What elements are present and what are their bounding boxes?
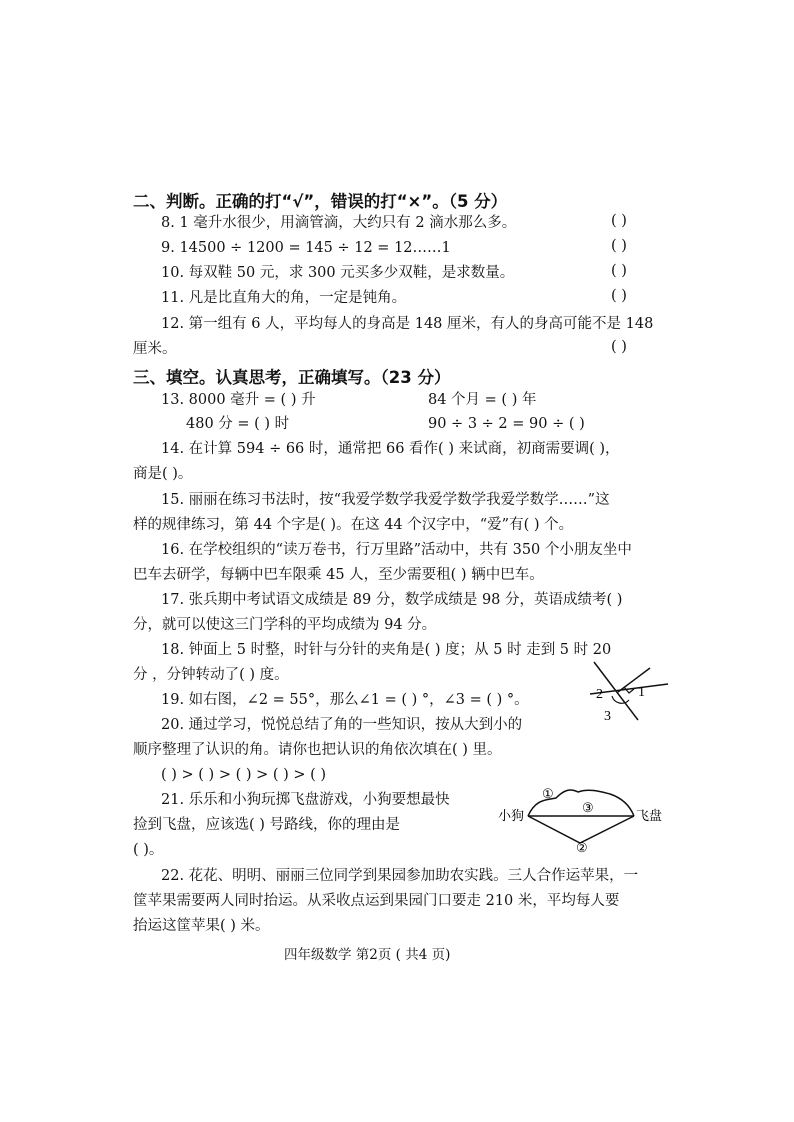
section3-heading: 三、填空。认真思考，正确填写。（23 分） bbox=[133, 368, 451, 387]
route-end-label: 飞盘 bbox=[636, 808, 663, 823]
q13-part-b[interactable]: 84 个月 = ( ) 年 bbox=[428, 392, 537, 408]
q17-line1[interactable]: 17. 张兵期中考试语文成绩是 89 分，数学成绩是 98 分，英语成绩考( ) bbox=[161, 592, 623, 608]
q20-answer-row[interactable]: ( ) > ( ) > ( ) > ( ) > ( ) bbox=[161, 767, 327, 783]
angle-label-3: 3 bbox=[604, 709, 611, 724]
q16-line1: 16. 在学校组织的“读万卷书，行万里路”活动中，共有 350 个小朋友坐中 bbox=[161, 542, 632, 558]
q14-line2[interactable]: 商是( )。 bbox=[133, 466, 193, 482]
q8-text: 8. 1 毫升水很少，用滴管滴，大约只有 2 滴水那么多。 bbox=[161, 215, 517, 231]
q22-line3[interactable]: 抬运这筐苹果( ) 米。 bbox=[133, 918, 270, 934]
section2-heading: 二、判断。正确的打“√”，错误的打“×”。（5 分） bbox=[133, 192, 508, 211]
q13-part-a[interactable]: 13. 8000 毫升 = ( ) 升 bbox=[161, 392, 316, 408]
q11-answer-box[interactable]: ( ) bbox=[611, 288, 627, 304]
q17-line2: 分，就可以使这三门学科的平均成绩为 94 分。 bbox=[133, 617, 437, 633]
q8-answer-box[interactable]: ( ) bbox=[611, 213, 627, 229]
q11-text: 11. 凡是比直角大的角，一定是钝角。 bbox=[161, 290, 407, 306]
angle-figure bbox=[586, 660, 670, 728]
page-footer: 四年级数学 第2页 ( 共4 页) bbox=[284, 947, 451, 963]
angle-label-2: 2 bbox=[596, 687, 603, 702]
q20-line1: 20. 通过学习，悦悦总结了角的一些知识，按从大到小的 bbox=[161, 717, 523, 733]
route-3-label: ③ bbox=[582, 800, 594, 815]
q10-answer-box[interactable]: ( ) bbox=[611, 263, 627, 279]
route-2-label: ② bbox=[576, 840, 588, 854]
q21-line1: 21. 乐乐和小狗玩掷飞盘游戏，小狗要想最快 bbox=[161, 792, 450, 808]
q15-line1: 15. 丽丽在练习书法时，按“我爱学数学我爱学数学我爱学数学……”这 bbox=[161, 492, 610, 508]
route-figure bbox=[498, 780, 668, 854]
q19-text[interactable]: 19. 如右图，∠2 = 55°，那么∠1 = ( ) °，∠3 = ( ) °。 bbox=[161, 692, 529, 708]
route-start-label: 小狗 bbox=[498, 808, 525, 823]
q21-line2[interactable]: 捡到飞盘，应该选( ) 号路线，你的理由是 bbox=[133, 817, 401, 833]
q9-text: 9. 14500 ÷ 1200 = 145 ÷ 12 = 12……1 bbox=[161, 240, 451, 256]
q14-line1[interactable]: 14. 在计算 594 ÷ 66 时，通常把 66 看作( ) 来试商，初商需要调( )， bbox=[161, 441, 620, 457]
q13-part-c[interactable]: 480 分 = ( ) 时 bbox=[186, 416, 290, 432]
route-1-label: ① bbox=[542, 786, 554, 801]
q18-line2[interactable]: 分 ，分钟转动了( ) 度。 bbox=[133, 667, 289, 683]
q12-answer-box[interactable]: ( ) bbox=[611, 339, 627, 355]
angle-label-1: 1 bbox=[638, 685, 645, 700]
q9-answer-box[interactable]: ( ) bbox=[611, 238, 627, 254]
q16-line2[interactable]: 巴车去研学，每辆中巴车限乘 45 人，至少需要租( ) 辆中巴车。 bbox=[133, 567, 544, 583]
q15-line2[interactable]: 样的规律练习，第 44 个字是( )。在这 44 个汉字中，“爱”有( ) 个。 bbox=[133, 517, 574, 533]
q18-line1[interactable]: 18. 钟面上 5 时整，时针与分针的夹角是( ) 度；从 5 时 走到 5 时 20 bbox=[161, 642, 612, 658]
q12-text: 12. 第一组有 6 人，平均每人的身高是 148 厘米，有人的身高可能不是 148 bbox=[161, 316, 654, 332]
q20-line2: 顺序整理了认识的角。请你也把认识的角依次填在( ) 里。 bbox=[133, 742, 502, 758]
q22-line1: 22. 花花、明明、丽丽三位同学到果园参加助农实践。三人合作运苹果，一 bbox=[161, 868, 639, 884]
q21-line3[interactable]: ( )。 bbox=[133, 842, 164, 858]
q12-text-cont: 厘米。 bbox=[133, 341, 177, 357]
q13-part-d[interactable]: 90 ÷ 3 ÷ 2 = 90 ÷ ( ) bbox=[428, 416, 585, 432]
q10-text: 10. 每双鞋 50 元，求 300 元买多少双鞋，是求数量。 bbox=[161, 265, 515, 281]
q22-line2: 筐苹果需要两人同时抬运。从采收点运到果园门口要走 210 米，平均每人要 bbox=[133, 893, 620, 909]
